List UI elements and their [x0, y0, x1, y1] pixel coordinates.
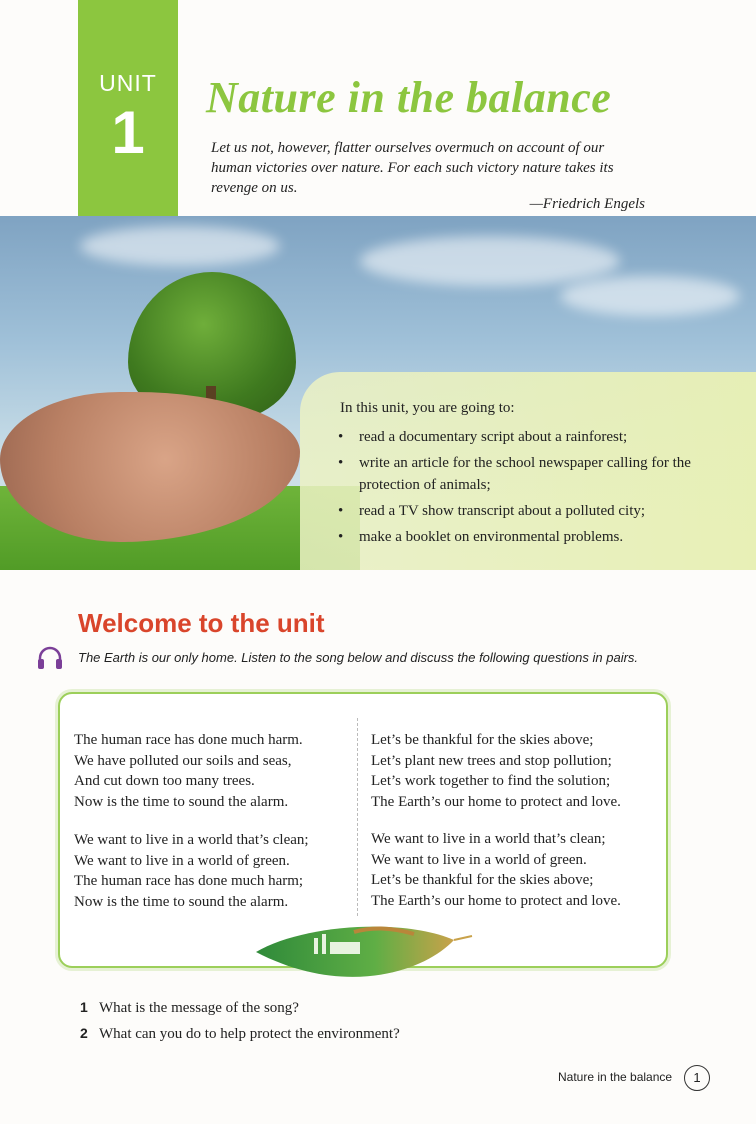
lyric-line: Let’s be thankful for the skies above; — [371, 732, 594, 748]
lyric-line: We want to live in a world that’s clean; — [371, 831, 606, 847]
lyrics-left-stanza-2 — [74, 830, 309, 912]
lyric-line: Let’s plant new trees and stop pollution; — [371, 752, 612, 769]
bullet-icon: • — [338, 455, 344, 471]
section-heading: Welcome to the unit — [78, 608, 325, 638]
unit-label: UNIT — [99, 70, 157, 96]
question-item — [80, 1022, 400, 1045]
bullet-icon: • — [338, 429, 344, 445]
lyric-line: We want to live in a world that’s clean; — [74, 832, 309, 848]
lyric-line: The human race has done much harm; — [74, 873, 304, 889]
lyric-line: We want to live in a world of green. — [74, 852, 290, 869]
column-divider — [357, 718, 358, 916]
lyric-line: We want to live in a world of green. — [371, 851, 587, 868]
lyric-line: The Earth’s our home to protect and love. — [371, 892, 621, 909]
objectives-intro: In this unit, you are going to: — [340, 400, 515, 416]
lyric-line: And cut down too many trees. — [74, 773, 255, 789]
unit-number: 1 — [111, 99, 145, 166]
lyric-line: The human race has done much harm. — [74, 732, 303, 748]
headphones-icon[interactable] — [36, 645, 64, 671]
question-text: What can you do to help protect the environment? — [99, 1026, 400, 1042]
discussion-questions — [80, 996, 400, 1048]
epigraph-quote: Let us not, however, flatter ourselves overmuch on account of our human victories over nature. For each such victory nature takes its revenge on us. — [211, 140, 614, 196]
question-item — [80, 996, 400, 1019]
page-number: 1 — [684, 1065, 710, 1091]
lyric-line: Now is the time to sound the alarm. — [74, 793, 289, 810]
bullet-icon: • — [338, 529, 344, 545]
lyrics-right-stanza-2 — [371, 829, 621, 911]
lyric-line: Let’s be thankful for the skies above; — [371, 872, 594, 888]
lyric-line: We have polluted our soils and seas, — [74, 752, 292, 769]
lyrics-right-stanza-1 — [371, 730, 621, 812]
lyrics-left-stanza-1 — [74, 730, 303, 812]
page-title: Nature in the balance — [206, 73, 612, 122]
question-number: 2 — [80, 1025, 88, 1041]
question-number: 1 — [80, 999, 88, 1015]
question-text: What is the message of the song? — [99, 1000, 299, 1016]
objective-item: • read a TV show transcript about a polluted city; — [338, 500, 738, 522]
listening-instruction: The Earth is our only home. Listen to the song below and discuss the following questions in pairs. — [78, 650, 639, 665]
unit-tab — [78, 0, 178, 216]
lyric-line: Let’s work together to find the solution; — [371, 773, 611, 789]
running-footer: Nature in the balance — [558, 1070, 673, 1084]
lyric-line: The Earth’s our home to protect and love. — [371, 793, 621, 810]
leaf-illustration — [254, 920, 474, 992]
bullet-icon: • — [338, 503, 344, 519]
objective-item: • make a booklet on environmental problems. — [338, 526, 738, 548]
objective-item: • read a documentary script about a rainforest; — [338, 426, 738, 448]
objectives-list — [338, 426, 738, 552]
epigraph-author: —Friedrich Engels — [529, 196, 645, 212]
lyric-line: Now is the time to sound the alarm. — [74, 893, 289, 910]
objective-item: • write an article for the school newspaper calling for the protection of animals; — [338, 452, 738, 496]
